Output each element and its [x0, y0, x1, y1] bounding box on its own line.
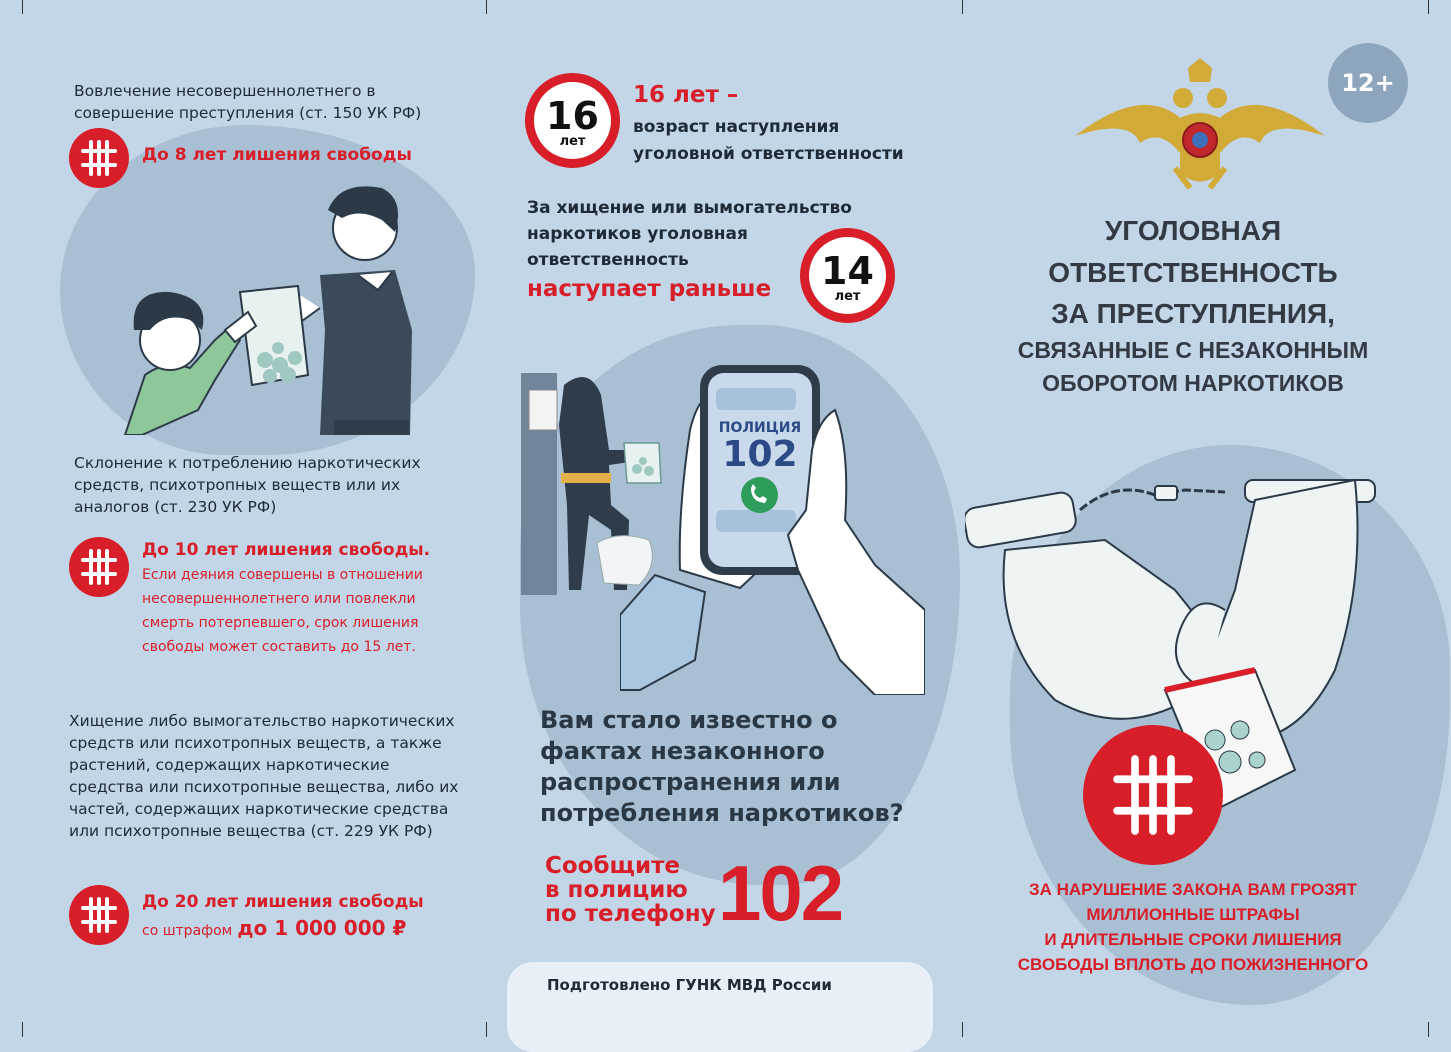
age-16-title: 16 лет –: [633, 82, 739, 108]
age-16-number: 16: [546, 94, 599, 138]
theft-line: наркотиков уголовная: [527, 224, 748, 244]
age-14-number: 14: [821, 249, 874, 293]
footer-box: [507, 962, 933, 1052]
man-child-illustration: [120, 180, 420, 435]
report-number-102: 102: [718, 849, 843, 937]
article-230-text: Склонение к потреблению наркотических средств, психотропных веществ или их аналогов (ст. 230 УК РФ): [74, 454, 421, 516]
crop-mark: [486, 0, 487, 14]
title-line-4: СВЯЗАННЫЕ С НЕЗАКОННЫМ: [1017, 337, 1369, 363]
warning-line: МИЛЛИОННЫЕ ШТРАФЫ: [1086, 905, 1300, 924]
theft-line: ответственность: [527, 250, 689, 270]
report-text: [545, 854, 716, 926]
penalty-20-years: До 20 лет лишения свободы: [142, 892, 424, 912]
phone-hands-illustration: [620, 360, 925, 695]
crop-mark: [1428, 1022, 1429, 1037]
penalty-15-years-note: Если деяния совершены в отношении несовершеннолетнего или повлекли смерть потерпевшего, срок лишения свободы может составить до 15 лет.: [142, 567, 423, 655]
penalty-8-years: До 8 лет лишения свободы: [142, 145, 412, 165]
warning-line: ЗА НАРУШЕНИЕ ЗАКОНА ВАМ ГРОЗЯТ: [1028, 880, 1358, 899]
prison-bars-icon: [69, 128, 129, 188]
phone-number-screen: 102: [722, 434, 798, 475]
fine-amount: до 1 000 000 ₽: [237, 916, 407, 940]
age-16-line: уголовной ответственности: [633, 144, 904, 164]
call-icon: [740, 477, 776, 513]
eagle-emblem-icon: [1070, 58, 1330, 193]
penalty-10-years: До 10 лет лишения свободы.: [142, 540, 431, 560]
crop-mark: [22, 1022, 23, 1037]
title-line-1: УГОЛОВНАЯ: [1104, 215, 1282, 246]
theft-line: За хищение или вымогательство: [527, 198, 852, 218]
crop-mark: [962, 1022, 963, 1037]
fine-line: [142, 916, 406, 940]
age-16-badge: [525, 73, 620, 168]
phone-police-label: ПОЛИЦИЯ: [718, 420, 802, 436]
title-line-3: ЗА ПРЕСТУПЛЕНИЯ,: [1051, 298, 1335, 329]
crop-mark: [486, 1022, 487, 1037]
age-16-unit: лет: [559, 134, 586, 149]
fine-prefix: со штрафом: [142, 923, 233, 939]
article-150-text: Вовлечение несовершеннолетнего в совершение преступления (ст. 150 УК РФ): [74, 82, 422, 122]
theft-earlier-text: наступает раньше: [527, 276, 772, 302]
age-16-line: возраст наступления: [633, 117, 840, 137]
age-12-badge: 12+: [1328, 43, 1408, 123]
warning-text: [975, 877, 1411, 977]
age-16-description: [633, 114, 904, 168]
age-14-unit: лет: [834, 289, 861, 304]
question-text: Вам стало известно о фактах незаконного распространения или потребления наркотиков?: [540, 706, 904, 827]
title-line-5: ОБОРОТОМ НАРКОТИКОВ: [1042, 370, 1344, 396]
title-line-2: ОТВЕТСТВЕННОСТЬ: [1048, 257, 1338, 288]
crop-mark: [1428, 0, 1429, 14]
report-line: Сообщите: [545, 853, 681, 879]
warning-line: СВОБОДЫ ВПЛОТЬ ДО ПОЖИЗНЕННОГО: [1017, 955, 1369, 974]
crop-mark: [22, 0, 23, 14]
prison-bars-large-icon: [1083, 725, 1223, 865]
report-line: по телефону: [545, 901, 716, 927]
footer-text: Подготовлено ГУНК МВД России: [547, 976, 832, 994]
prison-bars-icon: [69, 537, 129, 597]
crop-mark: [962, 0, 963, 14]
age-14-badge: [800, 228, 895, 323]
report-line: в полицию: [545, 877, 688, 903]
article-229-text: Хищение либо вымогательство наркотических средств или психотропных веществ, а также растений, содержащих наркотические средства или психотропные вещества, либо их частей, содержащих наркотические средства или психотропные вещества (ст. 229 УК РФ): [69, 712, 459, 840]
prison-bars-icon: [69, 885, 129, 945]
warning-line: И ДЛИТЕЛЬНЫЕ СРОКИ ЛИШЕНИЯ: [1044, 930, 1342, 949]
